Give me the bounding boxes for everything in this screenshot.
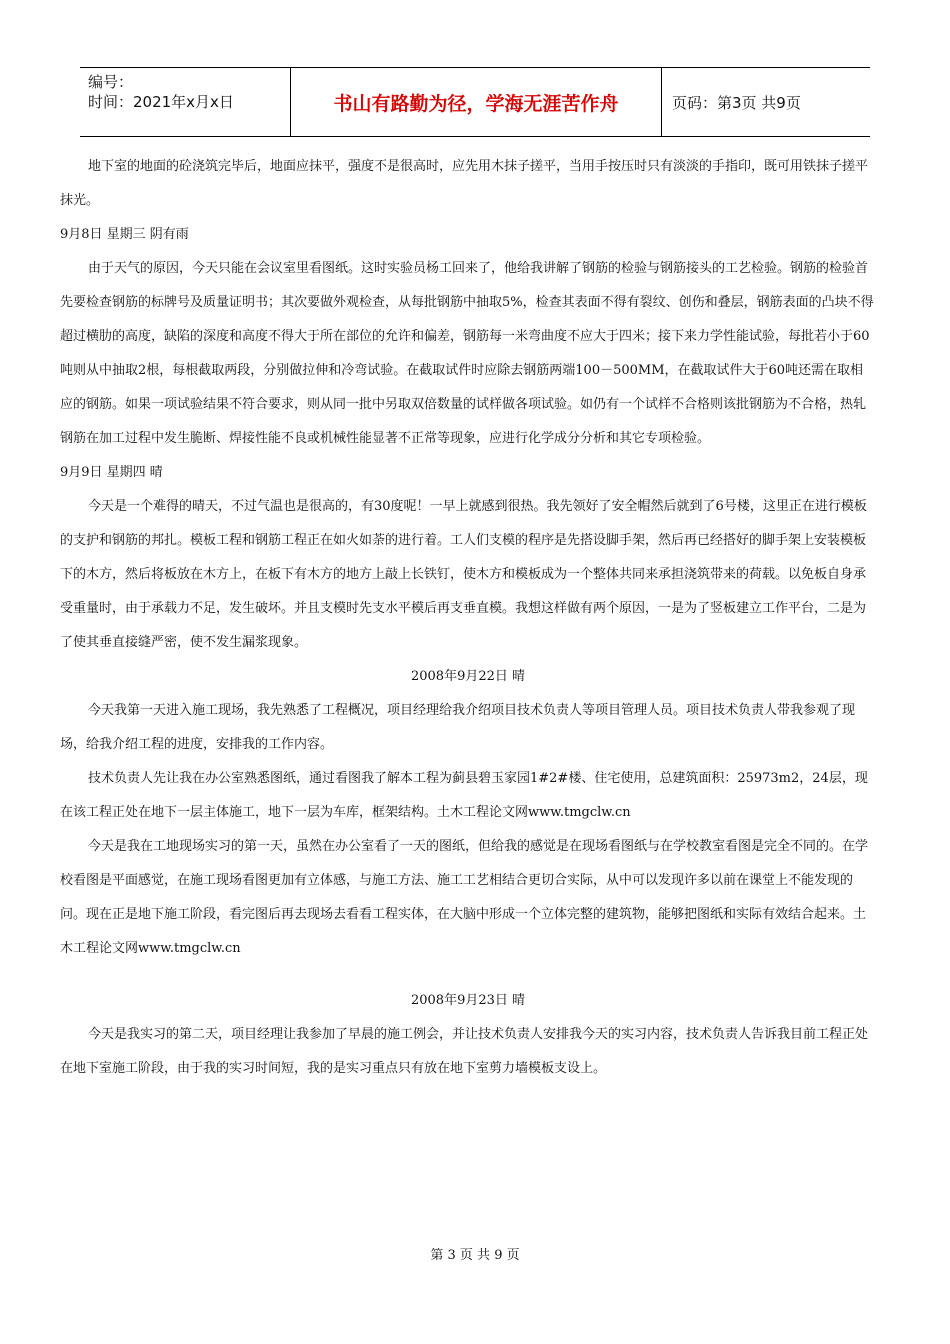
paragraph: 今天是我在工地现场实习的第一天，虽然在办公室看了一天的图纸，但给我的感觉是在现场看图纸与在学校教室看图是完全不同的。在学校看图是平面感觉，在施工现场看图更加有立体感，与施工方法、施工工艺相结合更切合实际，从中可以发现许多以前在课堂上不能发现的问。现在正是地下施工阶段，看完图后再去现场去看看工程实体，在大脑中形成一个立体完整的建筑物，能够把图纸和实际有效结合起来。土木工程论文网www.tmgclw.cn	[60, 839, 869, 956]
header-meta	[80, 68, 291, 136]
diary-date-heading: 9月8日 星期三 阴有雨	[60, 227, 189, 242]
paragraph: 地下室的地面的砼浇筑完毕后，地面应抹平，强度不是很高时，应先用木抹子搓平，当用手按压时只有淡淡的手指印，既可用铁抹子搓平抹光。	[60, 159, 869, 208]
header-motto: 书山有路勤为径，学海无涯苦作舟	[291, 68, 662, 136]
paragraph: 今天我第一天进入施工现场，我先熟悉了工程概况，项目经理给我介绍项目技术负责人等项目管理人员。项目技术负责人带我参观了现场，给我介绍工程的进度，安排我的工作内容。	[60, 703, 856, 752]
paragraph: 今天是我实习的第二天，项目经理让我参加了早晨的施工例会，并让技术负责人安排我今天的实习内容，技术负责人告诉我目前工程正处在地下室施工阶段，由于我的实习时间短，我的是实习重点只有放在地下室剪力墙模板支设上。	[60, 1027, 869, 1076]
page-header	[80, 67, 870, 137]
diary-date-heading: 2008年9月23日 晴	[410, 993, 526, 1008]
diary-date-heading: 9月9日 星期四 晴	[60, 465, 163, 480]
document-number-label: 编号：	[88, 73, 134, 91]
paragraph: 技术负责人先让我在办公室熟悉图纸，通过看图我了解本工程为蓟县碧玉家园1#2#楼、住宅使用，总建筑面积：25973m2，24层，现在该工程正处在地下一层主体施工，地下一层为车库，框架结构。土木工程论文网www.tmgclw.cn	[60, 771, 868, 820]
paragraph: 今天是一个难得的晴天，不过气温也是很高的，有30度呢！一早上就感到很热。我先领好了安全帽然后就到了6号楼，这里正在进行模板的支护和钢筋的邦扎。模板工程和钢筋工程正在如火如荼的进行着。工人们支模的程序是先搭设脚手架，然后再已经搭好的脚手架上安装模板下的木方，然后将板放在木方上，在板下有木方的地方上敲上长铁钉，使木方和模板成为一个整体共同来承担浇筑带来的荷载。以免板自身承受重量时，由于承载力不足，发生破坏。并且支模时先支水平模后再支垂直模。我想这样做有两个原因，一是为了竖板建立工作平台，二是为了使其垂直接缝严密，使不发生漏浆现象。	[60, 499, 867, 650]
document-body	[60, 150, 876, 1086]
document-date-label: 时间：2021年x月x日	[88, 93, 234, 111]
header-page-number: 页码：第3页 共9页	[672, 93, 801, 112]
diary-date-heading: 2008年9月22日 晴	[410, 669, 526, 684]
paragraph: 由于天气的原因，今天只能在会议室里看图纸。这时实验员杨工回来了，他给我讲解了钢筋的检验与钢筋接头的工艺检验。钢筋的检验首先要检查钢筋的标牌号及质量证明书；其次要做外观检查，从每批钢筋中抽取5%，检查其表面不得有裂纹、创伤和叠层，钢筋表面的凸块不得超过横肋的高度，缺陷的深度和高度不得大于所在部位的允许和偏差，钢筋每一米弯曲度不应大于四米；接下来力学性能试验，每批若小于60吨则从中抽取2根，每根截取两段，分别做拉伸和冷弯试验。在截取试件时应除去钢筋两端100－500MM，在截取试件大于60吨还需在取相应的钢筋。如果一项试验结果不符合要求，则从同一批中另取双倍数量的试样做各项试验。如仍有一个试样不合格则该批钢筋为不合格，热轧钢筋在加工过程中发生脆断、焊接性能不良或机械性能显著不正常等现象，应进行化学成分分析和其它专项检验。	[60, 261, 874, 446]
page-footer: 第 3 页 共 9 页	[430, 1248, 520, 1263]
spacer	[60, 966, 876, 984]
